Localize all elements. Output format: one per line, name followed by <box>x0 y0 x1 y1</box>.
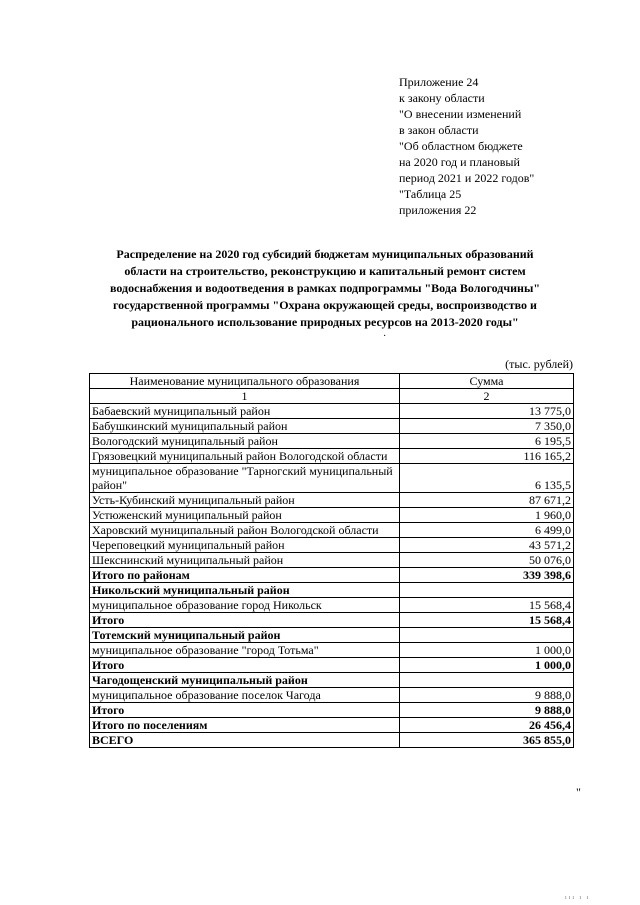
row-name: Итого по районам <box>90 568 400 583</box>
row-sum: 1 960,0 <box>400 508 574 523</box>
row-sum: 6 195,5 <box>400 434 574 449</box>
row-sum: 9 888,0 <box>400 703 574 718</box>
dot-mark: · <box>383 331 387 342</box>
table-row <box>90 553 574 568</box>
row-name: Итого <box>90 658 400 673</box>
appendix-line: "Таблица 25 <box>399 187 462 201</box>
row-sum: 43 571,2 <box>400 538 574 553</box>
appendix-line: период 2021 и 2022 годов" <box>399 171 535 185</box>
title-line: водоснабжения и водоотведения в рамках подпрограммы "Вода Вологодчины" <box>110 281 540 295</box>
closing-quote: " <box>576 785 581 799</box>
row-sum: 6 135,5 <box>400 464 574 493</box>
row-name: муниципальное образование город Никольск <box>90 598 400 613</box>
row-sum: 50 076,0 <box>400 553 574 568</box>
table-row <box>90 568 574 583</box>
title-line: области на строительство, реконструкцию и капитальный ремонт систем <box>124 264 526 278</box>
appendix-line: приложения 22 <box>399 203 477 217</box>
table-row <box>90 434 574 449</box>
row-sum: 6 499,0 <box>400 523 574 538</box>
row-name: Чагодощенский муниципальный район <box>90 673 400 688</box>
row-name: Бабушкинский муниципальный район <box>90 419 400 434</box>
row-name: Устюженский муниципальный район <box>90 508 400 523</box>
row-name: муниципальное образование "Тарногский муниципальный район" <box>90 464 400 493</box>
row-name: Итого по поселениям <box>90 718 400 733</box>
row-sum: 1 000,0 <box>400 643 574 658</box>
row-sum: 13 775,0 <box>400 404 574 419</box>
table-row <box>90 628 574 643</box>
table-row <box>90 538 574 553</box>
row-name: Никольский муниципальный район <box>90 583 400 598</box>
table-row <box>90 523 574 538</box>
table-row <box>90 464 574 493</box>
header-sum: Сумма <box>400 374 574 389</box>
row-sum: 339 398,6 <box>400 568 574 583</box>
title-line: Распределение на 2020 год субсидий бюджетам муниципальных образований <box>116 247 534 261</box>
row-name: Грязовецкий муниципальный район Вологодской области <box>90 449 400 464</box>
table-header-row <box>90 374 574 389</box>
table-row <box>90 688 574 703</box>
row-sum: 9 888,0 <box>400 688 574 703</box>
row-sum: 15 568,4 <box>400 598 574 613</box>
document-title <box>80 246 570 331</box>
table-row <box>90 598 574 613</box>
row-name: Итого <box>90 613 400 628</box>
row-sum: 1 000,0 <box>400 658 574 673</box>
row-sum: 87 671,2 <box>400 493 574 508</box>
row-sum: 365 855,0 <box>400 733 574 748</box>
subsidy-table <box>89 373 574 748</box>
table-row <box>90 493 574 508</box>
row-sum: 116 165,2 <box>400 449 574 464</box>
row-sum <box>400 673 574 688</box>
row-name: муниципальное образование "город Тотьма" <box>90 643 400 658</box>
table-row <box>90 449 574 464</box>
table-row <box>90 419 574 434</box>
table-row <box>90 718 574 733</box>
row-name: ВСЕГО <box>90 733 400 748</box>
appendix-line: "О внесении изменений <box>399 107 522 121</box>
appendix-line: на 2020 год и плановый <box>399 155 520 169</box>
table-row <box>90 733 574 748</box>
table-row <box>90 508 574 523</box>
row-name: Итого <box>90 703 400 718</box>
row-sum <box>400 583 574 598</box>
appendix-line: Приложение 24 <box>399 75 479 89</box>
row-name: Бабаевский муниципальный район <box>90 404 400 419</box>
table-row <box>90 703 574 718</box>
appendix-line: "Об областном бюджете <box>399 139 523 153</box>
table-header-numbers <box>90 389 574 404</box>
row-name: Харовский муниципальный район Вологодской области <box>90 523 400 538</box>
appendix-header <box>399 74 619 218</box>
title-line: государственной программы "Охрана окружающей среды, воспроизводство и <box>113 298 537 312</box>
row-name: муниципальное образование поселок Чагода <box>90 688 400 703</box>
row-sum <box>400 628 574 643</box>
footer-mark: ııı ı ı <box>565 895 591 901</box>
row-sum: 15 568,4 <box>400 613 574 628</box>
title-line: рационального использование природных ресурсов на 2013-2020 годы" <box>131 315 519 329</box>
row-name: Усть-Кубинский муниципальный район <box>90 493 400 508</box>
units-label: (тыс. рублей) <box>505 357 573 371</box>
table-row <box>90 583 574 598</box>
table-row <box>90 658 574 673</box>
table-row <box>90 613 574 628</box>
table-row <box>90 643 574 658</box>
table-row <box>90 673 574 688</box>
header-number-2: 2 <box>400 389 574 404</box>
row-name: Тотемский муниципальный район <box>90 628 400 643</box>
appendix-line: в закон области <box>399 123 479 137</box>
row-sum: 26 456,4 <box>400 718 574 733</box>
header-name: Наименование муниципального образования <box>90 374 400 389</box>
row-sum: 7 350,0 <box>400 419 574 434</box>
appendix-line: к закону области <box>399 91 485 105</box>
table-body <box>90 404 574 748</box>
header-number-1: 1 <box>90 389 400 404</box>
row-name: Череповецкий муниципальный район <box>90 538 400 553</box>
table-row <box>90 404 574 419</box>
row-name: Шекснинский муниципальный район <box>90 553 400 568</box>
row-name: Вологодский муниципальный район <box>90 434 400 449</box>
